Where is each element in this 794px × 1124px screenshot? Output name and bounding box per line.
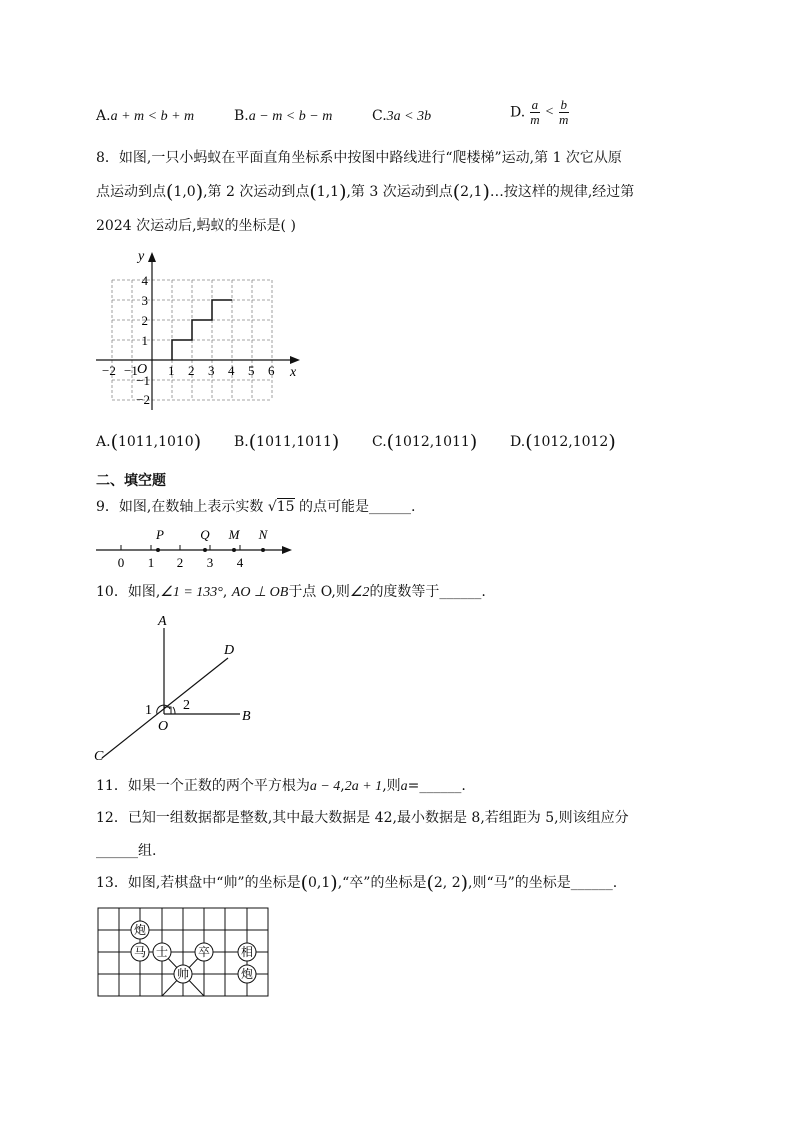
q11-text xyxy=(96,776,466,797)
chess-board xyxy=(92,904,278,1000)
y-tick-label: 2 xyxy=(141,313,148,328)
less-than-sign: < xyxy=(544,104,555,120)
option-label: A. xyxy=(96,108,111,124)
tick-labels xyxy=(118,555,244,570)
x-tick-label: 2 xyxy=(188,363,195,378)
option-label: C. xyxy=(372,108,387,124)
paren: ( xyxy=(386,431,395,453)
x-tick-labels xyxy=(102,363,275,378)
label-c: C xyxy=(94,749,104,764)
point-coord: 1,1 xyxy=(316,184,340,200)
text-span: ,第 3 次运动到点 xyxy=(346,184,453,200)
x-tick-label: −1 xyxy=(124,363,138,378)
fraction-a-over-m xyxy=(530,98,541,127)
denominator: m xyxy=(530,112,540,127)
q7-option-c xyxy=(372,106,431,127)
y-tick-label: 4 xyxy=(141,273,148,288)
piece-label: 帅 xyxy=(176,967,190,981)
paren: ) xyxy=(608,431,616,453)
point-dot xyxy=(203,548,207,552)
perpendicular-expression: AO ⊥ OB xyxy=(231,585,289,600)
coordinate: 2, 2 xyxy=(433,875,461,891)
radicand: 15 xyxy=(276,499,295,515)
option-value: 1011,1011 xyxy=(256,434,332,450)
point-label: M xyxy=(228,527,240,542)
x-axis-label: x xyxy=(290,365,297,380)
q12-line2: ______组. xyxy=(96,843,157,859)
label-a: A xyxy=(158,614,167,629)
option-label: D. xyxy=(510,104,526,121)
figure-labels xyxy=(94,614,251,764)
y-axis-arrow xyxy=(148,252,156,262)
tick-label: 1 xyxy=(147,555,155,570)
piece-label: 炮 xyxy=(240,967,254,981)
x-tick-label: 3 xyxy=(208,363,215,378)
option-expression: a − m < b − m xyxy=(248,109,333,124)
q8-option-a xyxy=(96,432,201,452)
q8-line3: 2024 次运动后,蚂蚁的坐标是( ) xyxy=(96,218,296,234)
piece-label: 炮 xyxy=(133,923,147,937)
line-cd xyxy=(102,658,228,758)
q8-line1: 8．如图,一只小蚂蚁在平面直角坐标系中按图中路线进行“爬楼梯”运动,第 1 次它从原 xyxy=(96,150,622,166)
expression: 2a + 1 xyxy=(344,779,383,794)
paren: ) xyxy=(195,181,204,203)
q9-text xyxy=(96,497,415,517)
text-span: 9．如图,在数轴上表示实数 xyxy=(96,499,264,515)
paren: ) xyxy=(339,181,347,203)
text-span: ,第 2 次运动到点 xyxy=(203,184,310,200)
point-dot xyxy=(156,548,160,552)
paren: ( xyxy=(309,181,317,203)
option-value: 1012,1012 xyxy=(532,434,609,450)
paren: ( xyxy=(110,431,118,453)
paren: ) xyxy=(331,431,340,453)
text-span: …按这样的规律,经过第 xyxy=(489,184,635,200)
q12-line1: 12．已知一组数据都是整数,其中最大数据是 42,最小数据是 8,若组距为 5,则该组应分 xyxy=(96,810,629,826)
variable: a xyxy=(400,779,408,794)
piece-label: 马 xyxy=(133,945,147,959)
numerator: b xyxy=(560,97,567,112)
point-label: N xyxy=(258,527,268,542)
paren: ( xyxy=(525,431,533,453)
q7-option-a xyxy=(96,106,194,127)
paren: ( xyxy=(166,181,174,203)
paren: ( xyxy=(452,181,461,203)
paren: ) xyxy=(460,872,469,894)
numerator: a xyxy=(531,97,539,112)
piece-label: 卒 xyxy=(197,945,211,959)
origin-label: O xyxy=(137,362,148,377)
text-span: 13．如图,若棋盘中“帅”的坐标是 xyxy=(96,875,301,891)
q8-option-d xyxy=(510,432,616,452)
y-tick-label: −2 xyxy=(136,392,150,407)
label-d: D xyxy=(224,643,235,658)
q8-option-b xyxy=(234,432,339,452)
text-span: ,则 xyxy=(382,778,401,794)
y-tick-label: −1 xyxy=(136,373,150,388)
q7-option-d xyxy=(510,98,569,127)
paren: ) xyxy=(193,431,202,453)
point-dot xyxy=(232,548,236,552)
text-span: 11．如果一个正数的两个平方根为 xyxy=(96,778,310,794)
x-tick-label: 5 xyxy=(248,363,255,378)
paren: ( xyxy=(248,431,257,453)
q8-line2 xyxy=(96,182,634,202)
paren: ) xyxy=(482,181,490,203)
option-value: 1012,1011 xyxy=(394,434,470,450)
number-line-arrow xyxy=(282,546,292,554)
text-span: ,则“马”的坐标是______. xyxy=(468,875,618,891)
coordinate: 0,1 xyxy=(308,875,331,891)
option-label: D. xyxy=(510,434,526,450)
sqrt-expression xyxy=(268,497,295,517)
x-tick-label: 4 xyxy=(228,363,235,378)
text-span: =______. xyxy=(407,778,466,794)
paren: ) xyxy=(330,872,338,894)
text-span: 的度数等于______. xyxy=(369,584,486,600)
text-span: 10．如图, xyxy=(96,584,161,600)
tick-label: 2 xyxy=(176,555,184,570)
option-label: C. xyxy=(372,434,387,450)
fraction-b-over-m xyxy=(559,98,570,127)
text-span: 点运动到点 xyxy=(96,184,166,200)
text-span: 的点可能是______. xyxy=(299,499,416,515)
q7-option-b xyxy=(234,106,332,127)
option-value: 1011,1010 xyxy=(117,434,194,450)
y-tick-label: 3 xyxy=(141,293,148,308)
x-tick-label: −2 xyxy=(102,363,116,378)
label-b: B xyxy=(242,709,251,724)
denominator: m xyxy=(559,112,569,127)
option-expression: 3a < 3b xyxy=(386,109,432,124)
label-o: O xyxy=(158,719,169,734)
option-label: B. xyxy=(234,108,249,124)
piece-label: 相 xyxy=(240,945,254,959)
q13-text xyxy=(96,873,617,893)
point-label: P xyxy=(156,527,164,542)
option-expression: a + m < b + m xyxy=(110,109,195,124)
x-tick-label: 6 xyxy=(268,363,275,378)
paren: ( xyxy=(426,872,434,894)
tick-label: 0 xyxy=(117,555,125,570)
q10-text: 10．如图,∠1 = 133°, AO ⊥ OB于点 O,则∠2的度数等于______. xyxy=(96,584,486,600)
option-label: A. xyxy=(96,434,111,450)
point-dot xyxy=(261,548,265,552)
radical-sign: √ xyxy=(267,499,277,515)
angle-figure xyxy=(90,608,270,768)
tick-label: 3 xyxy=(206,555,214,570)
angle-expression: ∠2 xyxy=(349,585,370,600)
tick-marks xyxy=(121,545,240,550)
label-angle-2: 2 xyxy=(183,698,190,713)
tick-label: 4 xyxy=(236,555,244,570)
expression: a − 4 xyxy=(309,779,341,794)
paren: ( xyxy=(300,872,309,894)
x-tick-label: 1 xyxy=(168,363,175,378)
point-label: Q xyxy=(200,527,210,542)
text-span: 于点 O,则 xyxy=(288,584,350,600)
angle-expression: ∠1 = 133° xyxy=(160,585,223,600)
paren: ) xyxy=(469,431,478,453)
section-title: 二、填空题 xyxy=(96,473,166,489)
label-angle-1: 1 xyxy=(145,703,152,718)
x-axis-arrow xyxy=(290,356,300,364)
staircase-coordinate-graph xyxy=(94,246,314,416)
point-coord: 1,0 xyxy=(173,184,196,200)
point-labels xyxy=(155,527,269,542)
angle-2-arc xyxy=(173,707,175,714)
y-axis-label: y xyxy=(138,249,145,264)
number-line xyxy=(94,524,300,572)
y-tick-label: 1 xyxy=(141,333,148,348)
piece-label: 士 xyxy=(155,945,169,959)
option-label: B. xyxy=(234,434,249,450)
q8-option-c xyxy=(372,432,477,452)
point-coord: 2,1 xyxy=(460,184,483,200)
separator: , xyxy=(340,778,345,794)
text-span: ,“卒”的坐标是 xyxy=(337,875,427,891)
staircase-path xyxy=(172,300,232,360)
